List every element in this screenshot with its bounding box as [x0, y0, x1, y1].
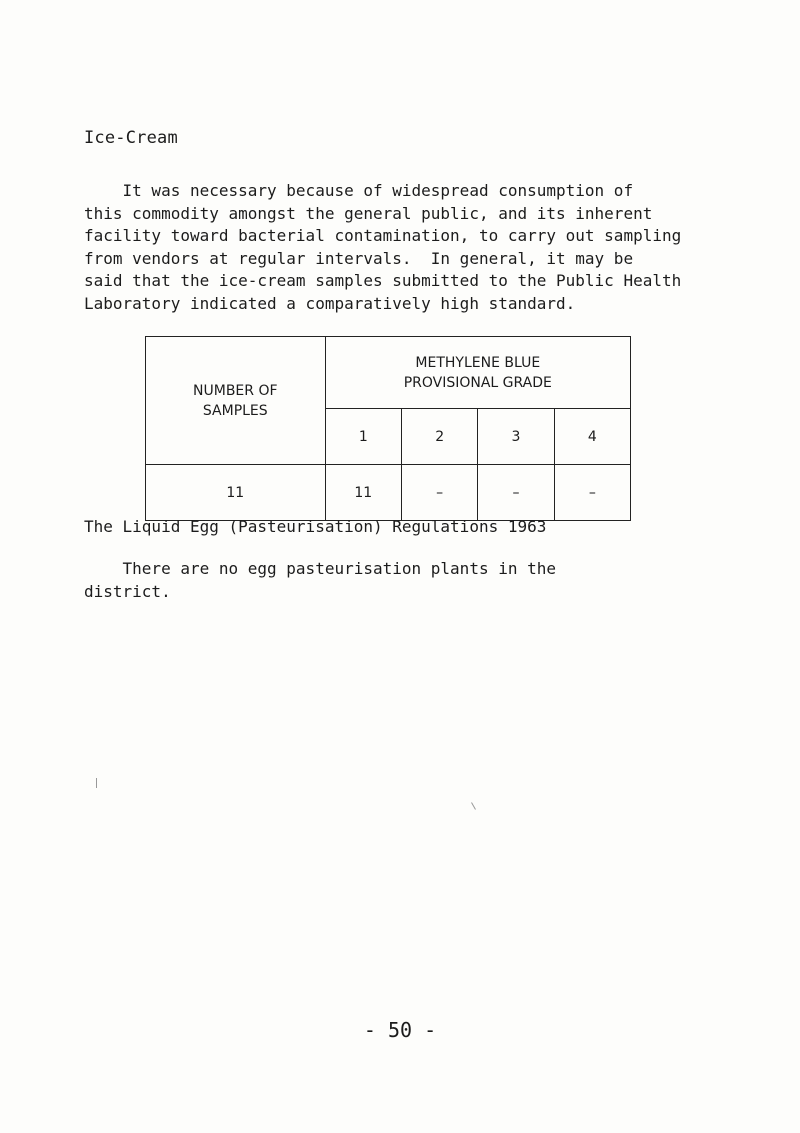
grade-column-header: 2: [401, 409, 477, 465]
number-of-samples-cell: 11: [146, 465, 326, 521]
grade-column-header: 3: [478, 409, 554, 465]
paragraph-line: from vendors at regular intervals. In general, it may be: [84, 248, 634, 268]
paragraph-line: It was necessary because of widespread consumption of: [84, 181, 634, 200]
header-text-line: SAMPLES: [202, 402, 268, 419]
paragraph-line: this commodity amongst the general public, and its inherent: [84, 203, 653, 223]
grade-column-header: 1: [325, 409, 401, 465]
grade-cell: –: [554, 465, 630, 521]
grade-cell: 11: [325, 465, 401, 521]
header-text-line: METHYLENE BLUE: [415, 354, 541, 371]
provisional-grade-header: [325, 337, 630, 409]
table-header-row: [146, 337, 631, 409]
paragraph-line: There are no egg pasteurisation plants in the: [84, 559, 557, 578]
page-number: - 50 -: [363, 1018, 437, 1042]
grade-cell: –: [478, 465, 554, 521]
section-heading-ice-cream: Ice-Cream: [84, 128, 178, 148]
table-row: [146, 465, 631, 521]
header-text-line: NUMBER OF: [193, 382, 278, 399]
header-text-line: PROVISIONAL GRADE: [403, 374, 552, 391]
grade-column-header: 4: [554, 409, 630, 465]
liquid-egg-paragraph: [84, 558, 724, 603]
methylene-blue-table: [145, 336, 631, 521]
number-of-samples-header: [146, 337, 326, 465]
ice-cream-paragraph: [84, 180, 724, 315]
paragraph-line: district.: [84, 581, 171, 601]
paper-speck: [471, 802, 476, 809]
paragraph-line: said that the ice-cream samples submitted to the Public Health: [84, 271, 682, 290]
grade-cell: –: [401, 465, 477, 521]
liquid-egg-regulations-heading: The Liquid Egg (Pasteurisation) Regulations 1963: [84, 517, 547, 536]
paragraph-line: facility toward bacterial contamination, to carry out sampling: [84, 226, 682, 245]
paragraph-line: Laboratory indicated a comparatively high standard.: [84, 293, 576, 313]
paper-speck: [96, 778, 97, 788]
